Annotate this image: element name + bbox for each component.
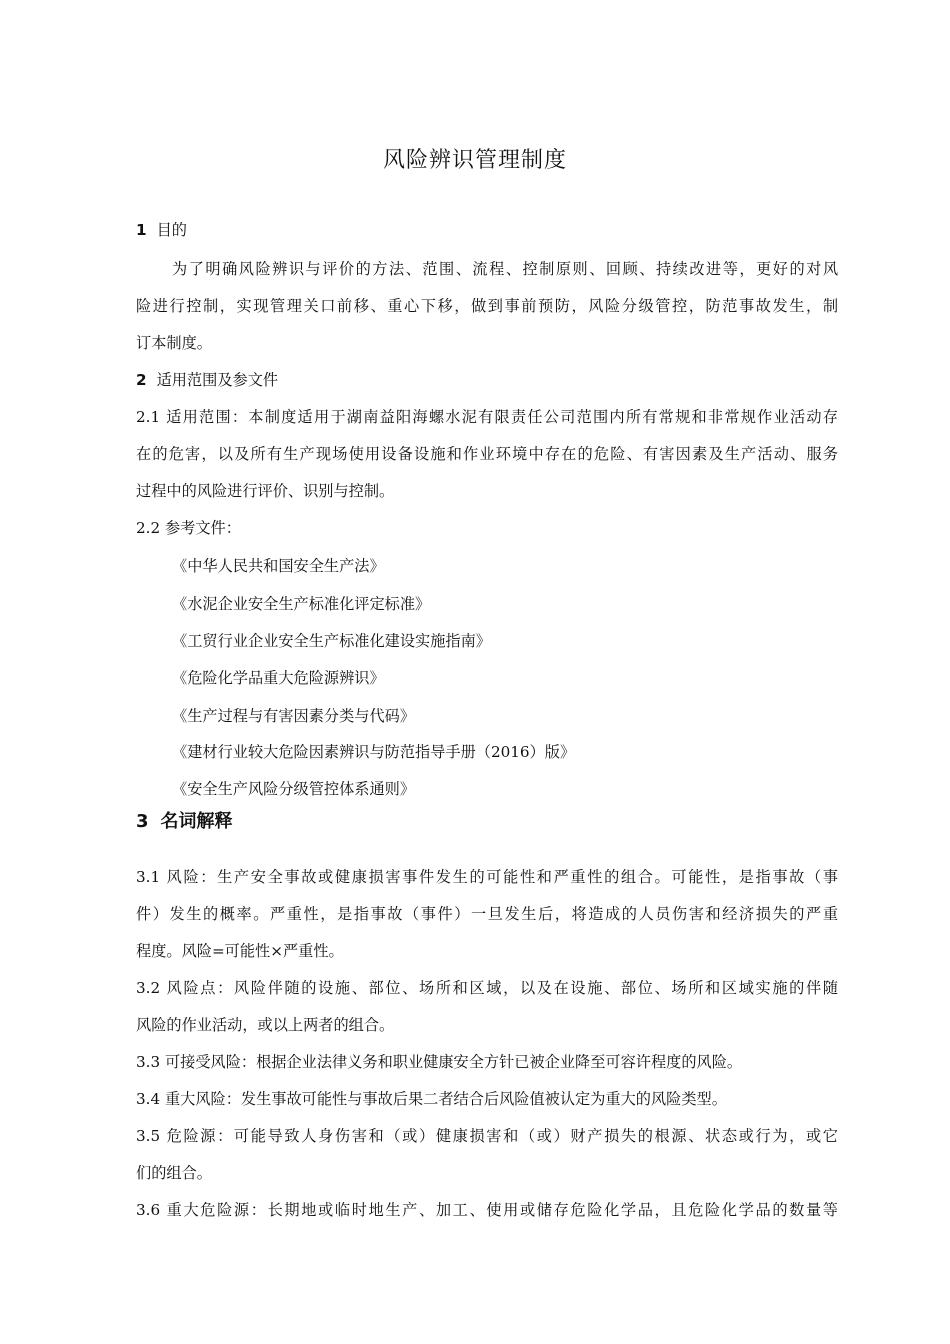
paragraph-line: 们的组合。 bbox=[136, 1164, 212, 1182]
paragraph-line: 在的危害，以及所有生产现场使用设备设施和作业环境中存在的危险、有害因素及生产活动、服务 bbox=[136, 445, 838, 463]
paragraph-line: 3.5 危险源：可能导致人身伤害和（或）健康损害和（或）财产损失的根源、状态或行为，或它 bbox=[136, 1127, 838, 1145]
reference-item: 《建材行业较大危险因素辨识与防范指导手册（2016）版》 bbox=[172, 743, 576, 761]
paragraph-line: 3.1 风险：生产安全事故或健康损害事件发生的可能性和严重性的组合。可能性，是指事故（事 bbox=[136, 868, 838, 886]
section-2-number: 2 bbox=[136, 371, 147, 389]
paragraph-line: 过程中的风险进行评价、识别与控制。 bbox=[136, 482, 395, 500]
paragraph-line: 险进行控制，实现管理关口前移、重心下移，做到事前预防，风险分级管控，防范事故发生，制 bbox=[136, 297, 838, 315]
section-1-heading bbox=[136, 220, 838, 240]
paragraph-line: 3.3 可接受风险：根据企业法律义务和职业健康安全方针已被企业降至可容许程度的风险。 bbox=[136, 1053, 743, 1071]
section-3-heading bbox=[136, 810, 838, 834]
paragraph-line: 3.6 重大危险源：长期地或临时地生产、加工、使用或储存危险化学品，且危险化学品的数量等 bbox=[136, 1201, 838, 1219]
document-title: 风险辨识管理制度 bbox=[382, 148, 567, 173]
paragraph-line: 订本制度。 bbox=[136, 334, 212, 352]
section-1-number: 1 bbox=[136, 221, 147, 239]
paragraph-line: 3.4 重大风险：发生事故可能性与事故后果二者结合后风险值被认定为重大的风险类型。 bbox=[136, 1090, 727, 1108]
reference-item: 《水泥企业安全生产标准化评定标准》 bbox=[172, 595, 431, 613]
reference-item: 《安全生产风险分级管控体系通则》 bbox=[172, 780, 415, 798]
paragraph-line: 件）发生的概率。严重性，是指事故（事件）一旦发生后，将造成的人员伤害和经济损失的严重 bbox=[136, 905, 838, 923]
reference-item: 《危险化学品重大危险源辨识》 bbox=[172, 669, 385, 687]
section-2-heading bbox=[136, 370, 838, 390]
reference-item: 《生产过程与有害因素分类与代码》 bbox=[172, 707, 415, 725]
paragraph-line: 为了明确风险辨识与评价的方法、范围、流程、控制原则、回顾、持续改进等，更好的对风 bbox=[172, 260, 838, 278]
section-3-title: 名词解释 bbox=[160, 811, 233, 832]
paragraph-line: 2.1 适用范围：本制度适用于湖南益阳海螺水泥有限责任公司范围内所有常规和非常规作业活动存 bbox=[136, 408, 838, 426]
section-3-number: 3 bbox=[136, 811, 149, 832]
reference-item: 《工贸行业企业安全生产标准化建设实施指南》 bbox=[172, 632, 491, 650]
paragraph-line: 3.2 风险点：风险伴随的设施、部位、场所和区域，以及在设施、部位、场所和区域实施的伴随 bbox=[136, 979, 838, 997]
section-2-title: 适用范围及参文件 bbox=[156, 371, 279, 389]
paragraph-line: 风险的作业活动，或以上两者的组合。 bbox=[136, 1016, 395, 1034]
reference-item: 《中华人民共和国安全生产法》 bbox=[172, 557, 385, 575]
subsection-heading: 2.2 参考文件： bbox=[136, 519, 241, 537]
paragraph-line: 程度。风险=可能性×严重性。 bbox=[136, 942, 344, 960]
section-1-title: 目的 bbox=[156, 221, 187, 239]
